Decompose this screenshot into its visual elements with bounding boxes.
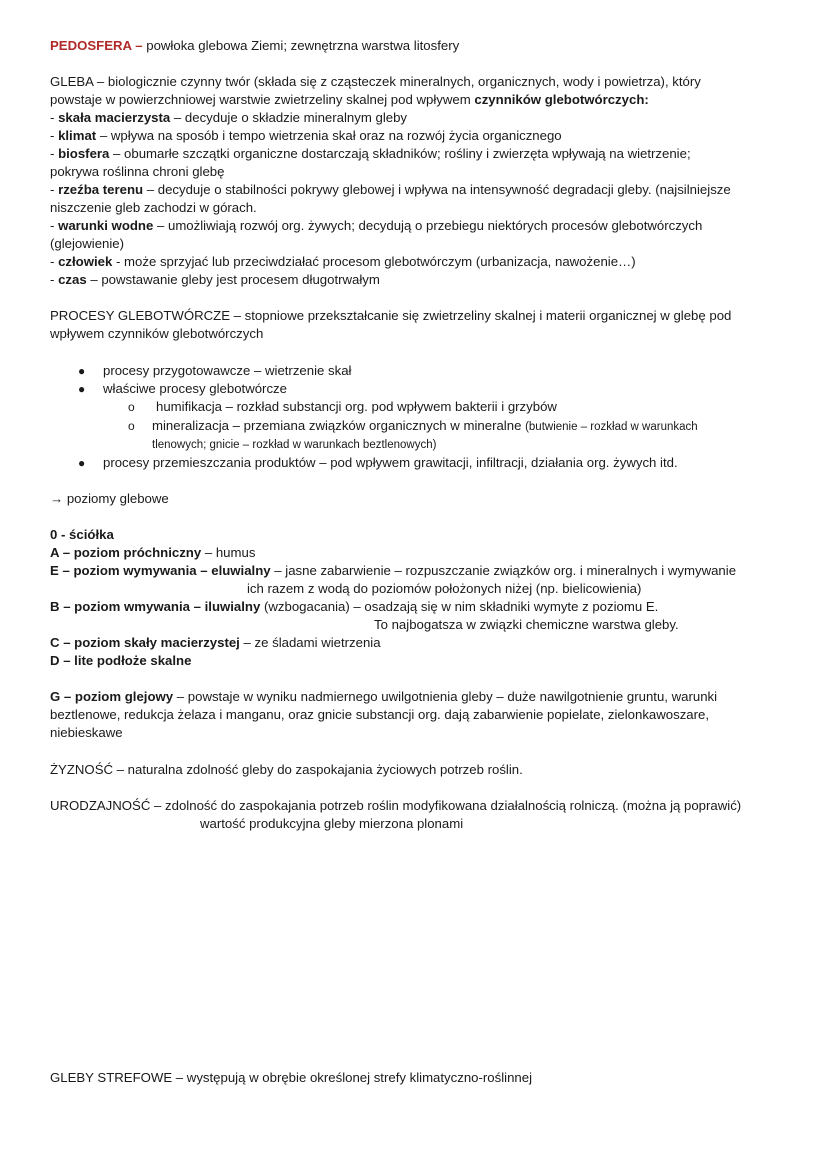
horizon-e (50, 562, 736, 580)
gleba-line-1: GLEBA – biologicznie czynny twór (składa się z cząsteczek mineralnych, organicznych, wody i powietrza), który (50, 74, 701, 89)
horizon-term: C – poziom skały macierzystej (50, 635, 240, 650)
process-bullet: procesy przygotowawcze – wietrzenie skał (103, 363, 352, 378)
factor-item: - rzeźba terenu – decyduje o stabilności pokrywy glebowej i wpływa na intensywność degradacji gleby. (najsilniejsze (50, 182, 731, 197)
mineralizacja-note: (butwienie – rozkład w warunkach (525, 421, 698, 433)
zyznosc-line: ŻYZNOŚĆ – naturalna zdolność gleby do zaspokajania życiowych potrzeb roślin. (50, 762, 523, 777)
bullet-icon: ● (78, 382, 86, 396)
factor-item: - klimat – wpływa na sposób i tempo wietrzenia skał oraz na rozwój życia organicznego (50, 128, 562, 143)
horizon-d: D – lite podłoże skalne (50, 653, 192, 668)
factor-def: – wpływa na sposób i tempo wietrzenia skał oraz na rozwój życia organicznego (96, 128, 562, 143)
factor-term: klimat (58, 128, 97, 143)
horizon-g-cont: niebieskawe (50, 725, 123, 740)
factor-term: rzeźba terenu (58, 182, 144, 197)
urodzajnosc-line-2: wartość produkcyjna gleby mierzona plonami (200, 816, 464, 831)
pedosfera-definition: powłoka glebowa Ziemi; zewnętrzna warstwa litosfery (142, 38, 460, 53)
horizon-c (50, 634, 381, 652)
horizon-g-cont: beztlenowe, redukcja żelaza i manganu, oraz gnicie substancji org. dają zabarwienie popielate, zielonkawoszare, (50, 707, 710, 722)
factor-cont: pokrywa roślinna chroni glebę (50, 164, 225, 179)
factor-term: warunki wodne (58, 218, 154, 233)
process-subbullet: humifikacja – rozkład substancji org. pod wpływem bakterii i grzybów (156, 399, 557, 414)
circle-bullet-icon: o (128, 400, 135, 414)
horizon-o: 0 - ściółka (50, 527, 114, 542)
horizon-cont: ich razem z wodą do poziomów położonych niżej (np. bielicowienia) (247, 581, 642, 596)
gleby-strefowe-line: GLEBY STREFOWE – występują w obrębie określonej strefy klimatyczno-roślinnej (50, 1070, 533, 1085)
mineralizacja-text: mineralizacja – przemiana związków organicznych w mineralne (152, 418, 526, 433)
horizon-def: – jasne zabarwienie – rozpuszczanie związków org. i mineralnych i wymywanie (270, 563, 737, 578)
urodzajnosc-line-1: URODZAJNOŚĆ – zdolność do zaspokajania potrzeb roślin modyfikowana działalnością rolniczą. (można ją poprawić) (50, 798, 742, 813)
factor-def: – decyduje o składzie mineralnym gleby (170, 110, 408, 125)
process-subbullet-cont: tlenowych; gnicie – rozkład w warunkach beztlenowych) (152, 439, 437, 451)
factor-def: – powstawanie gleby jest procesem długotrwałym (86, 272, 380, 287)
horizon-term: B – poziom wmywania – iluwialny (50, 599, 261, 614)
pedosfera-line (50, 37, 459, 55)
factor-def: – decyduje o stabilności pokrywy glebowej i wpływa na intensywność degradacji gleby. (najsilniejsze (143, 182, 731, 197)
horizon-g (50, 688, 717, 706)
factor-def: – umożliwiają rozwój org. żywych; decydują o przebiegu niektórych procesów glebotwórczych (153, 218, 703, 233)
horizon-def: – ze śladami wietrzenia (239, 635, 381, 650)
horizon-def: (wzbogacania) – osadzają się w nim składniki wymyte z poziomu E. (260, 599, 659, 614)
factor-item: - warunki wodne – umożliwiają rozwój org. żywych; decydują o przebiegu niektórych procesów glebotwórczych (50, 218, 703, 233)
horizon-def: – humus (201, 545, 256, 560)
gleba-line-2 (50, 91, 649, 109)
factor-term: skała macierzysta (58, 110, 171, 125)
factor-cont: niszczenie gleb zachodzi w górach. (50, 200, 257, 215)
factor-item: - czas – powstawanie gleby jest procesem długotrwałym (50, 272, 380, 287)
factor-term: biosfera (58, 146, 110, 161)
poziomy-heading: → poziomy glebowe (50, 491, 169, 506)
factor-item: - skała macierzysta – decyduje o składzie mineralnym gleby (50, 110, 408, 125)
factor-item: - biosfera – obumarłe szczątki organiczne dostarczają składników; rośliny i zwierzęta wpływają na wietrzenie; (50, 146, 691, 161)
horizon-def: – powstaje w wyniku nadmiernego uwilgotnienia gleby – duże nawilgotnienie gruntu, warunki (173, 689, 718, 704)
bullet-icon: ● (78, 364, 86, 378)
horizon-term: G – poziom glejowy (50, 689, 174, 704)
gleba-line-2-text: powstaje w powierzchniowej warstwie zwietrzeliny skalnej pod wpływem (50, 92, 475, 107)
procesy-line-1: PROCESY GLEBOTWÓRCZE – stopniowe przekształcanie się zwietrzeliny skalnej i materii organicznej w glebę pod (50, 308, 732, 323)
pedosfera-term: PEDOSFERA – (50, 38, 143, 53)
factor-cont: (glejowienie) (50, 236, 125, 251)
horizon-term: A – poziom próchniczny (50, 545, 202, 560)
horizon-term: E – poziom wymywania – eluwialny (50, 563, 271, 578)
horizon-a (50, 544, 255, 562)
bullet-icon: ● (78, 456, 86, 470)
factor-term: człowiek (58, 254, 113, 269)
factor-term: czas (58, 272, 87, 287)
horizon-cont: To najbogatsza w związki chemiczne warstwa gleby. (374, 617, 679, 632)
horizon-b (50, 598, 658, 616)
factor-item: - człowiek - może sprzyjać lub przeciwdziałać procesom glebotwórczym (urbanizacja, nawożenie…) (50, 254, 636, 269)
factor-def: - może sprzyjać lub przeciwdziałać procesom glebotwórczym (urbanizacja, nawożenie…) (112, 254, 636, 269)
process-bullet: właściwe procesy glebotwórcze (103, 381, 287, 396)
process-bullet: procesy przemieszczania produktów – pod wpływem grawitacji, infiltracji, działania org. żywych itd. (103, 455, 678, 470)
circle-bullet-icon: o (128, 419, 135, 433)
factor-def: – obumarłe szczątki organiczne dostarczają składników; rośliny i zwierzęta wpływają na wietrzenie; (109, 146, 691, 161)
process-subbullet (152, 417, 698, 436)
gleba-factors-heading: czynników glebotwórczych: (474, 92, 649, 107)
procesy-line-2: wpływem czynników glebotwórczych (50, 326, 264, 341)
